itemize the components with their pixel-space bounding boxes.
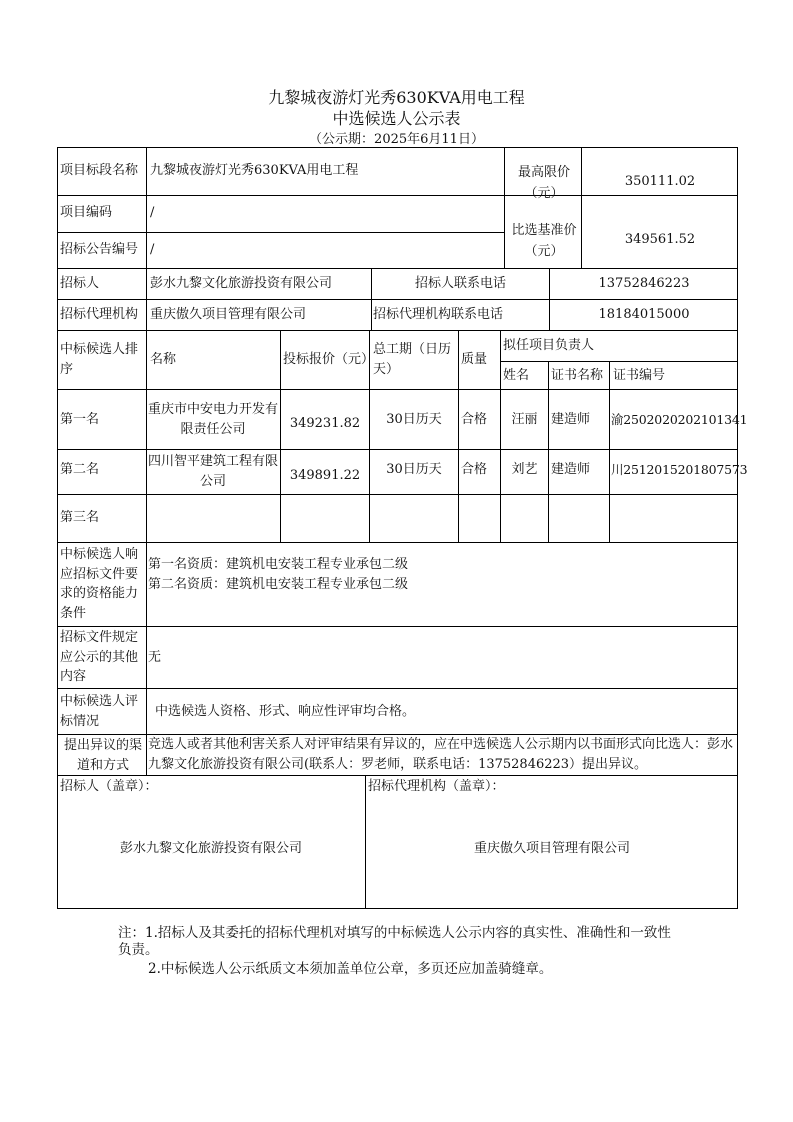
agency-seal-name: 重庆傲久项目管理有限公司 xyxy=(473,841,630,856)
evaluation-value: 中选候选人资格、形式、响应性评审均合格。 xyxy=(155,704,416,719)
base-price-label: 比选基准价（元） xyxy=(511,223,577,259)
cert-no-header: 证书编号 xyxy=(613,368,666,383)
note-2: 2.中标候选人公示纸质文本须加盖单位公章，多页还应加盖骑缝章。 xyxy=(148,961,553,977)
duration: 30日历天 xyxy=(386,462,442,477)
agency-value: 重庆傲久项目管理有限公司 xyxy=(150,307,307,322)
quality: 合格 xyxy=(461,412,488,427)
quality: 合格 xyxy=(461,462,488,477)
qualification-label: 中标候选人响应招标文件要求的资格能力条件 xyxy=(60,547,139,621)
agency-seal-label: 招标代理机构（盖章）： xyxy=(368,779,505,794)
tenderer-seal-name: 彭水九黎文化旅游投资有限公司 xyxy=(119,841,302,856)
rank: 第三名 xyxy=(60,510,100,525)
document-subtitle: 中选候选人公示表 xyxy=(332,109,461,128)
base-price-value: 349561.52 xyxy=(624,232,696,247)
max-price-value: 350111.02 xyxy=(624,174,696,189)
project-code-value: / xyxy=(150,205,155,220)
person-name: 汪丽 xyxy=(511,412,538,427)
project-name-value: 九黎城夜游灯光秀630KVA用电工程 xyxy=(150,163,359,178)
tenderer-phone-label: 招标人联系电话 xyxy=(414,276,506,291)
max-price-label: 最高限价（元） xyxy=(517,165,570,201)
candidate-name: 重庆市中安电力开发有限责任公司 xyxy=(148,402,279,437)
manager-header: 拟任项目负责人 xyxy=(503,338,595,353)
qualification-line2: 第二名资质：建筑机电安装工程专业承包二级 xyxy=(148,577,409,592)
publicity-date: （公示期：2025年6月11日） xyxy=(309,132,484,147)
candidate-name: 四川智平建筑工程有限公司 xyxy=(148,454,279,489)
agency-phone-value: 18184015000 xyxy=(598,307,690,322)
tenderer-label: 招标人 xyxy=(60,276,100,291)
agency-phone-label: 招标代理机构联系电话 xyxy=(373,307,504,322)
cert-no: 渝2502020202101341 xyxy=(611,412,748,427)
note-1: 注：1.招标人及其委托的招标代理机对填写的中标候选人公示内容的真实性、准确性和一致性负责。 xyxy=(118,925,671,958)
tenderer-phone-value: 13752846223 xyxy=(598,276,690,291)
qualification-line1: 第一名资质：建筑机电安装工程专业承包二级 xyxy=(148,557,409,572)
person-header: 姓名 xyxy=(503,368,530,383)
rank: 第一名 xyxy=(60,412,100,427)
cert-name-header: 证书名称 xyxy=(551,368,604,383)
bid-price: 349231.82 xyxy=(289,416,361,431)
notice-no-label: 招标公告编号 xyxy=(60,242,139,257)
evaluation-label: 中标候选人评标情况 xyxy=(60,694,139,729)
objection-label: 提出异议的渠道和方式 xyxy=(63,738,142,773)
tenderer-value: 彭水九黎文化旅游投资有限公司 xyxy=(150,276,333,291)
project-name-label: 项目标段名称 xyxy=(60,163,139,178)
duration: 30日历天 xyxy=(386,412,442,427)
person-name: 刘艺 xyxy=(511,462,538,477)
cert-no: 川2512015201807573 xyxy=(611,462,748,477)
project-code-label: 项目编码 xyxy=(60,205,113,220)
duration-header: 总工期（日历天） xyxy=(373,342,452,377)
quality-header: 质量 xyxy=(461,352,488,367)
bid-price: 349891.22 xyxy=(289,468,361,483)
agency-label: 招标代理机构 xyxy=(60,307,139,322)
objection-value: 竞选人或者其他利害关系人对评审结果有异议的，应在中选候选人公示期内以书面形式向比选人：彭水九黎文化旅游投资有限公司(联系人：罗老师，联系电话：13752846223）提出异议。 xyxy=(148,737,734,772)
document-title: 九黎城夜游灯光秀630KVA用电工程 xyxy=(268,88,525,107)
cert-name: 建造师 xyxy=(551,412,591,427)
rank-header: 中标候选人排序 xyxy=(60,342,139,377)
price-header: 投标报价（元） xyxy=(283,352,375,367)
notice-no-value: / xyxy=(150,242,155,257)
rank: 第二名 xyxy=(60,462,100,477)
other-content-value: 无 xyxy=(148,650,162,665)
cert-name: 建造师 xyxy=(551,462,591,477)
tenderer-seal-label: 招标人（盖章）： xyxy=(60,779,158,794)
other-content-label: 招标文件规定应公示的其他内容 xyxy=(60,630,139,684)
name-header: 名称 xyxy=(150,352,177,367)
